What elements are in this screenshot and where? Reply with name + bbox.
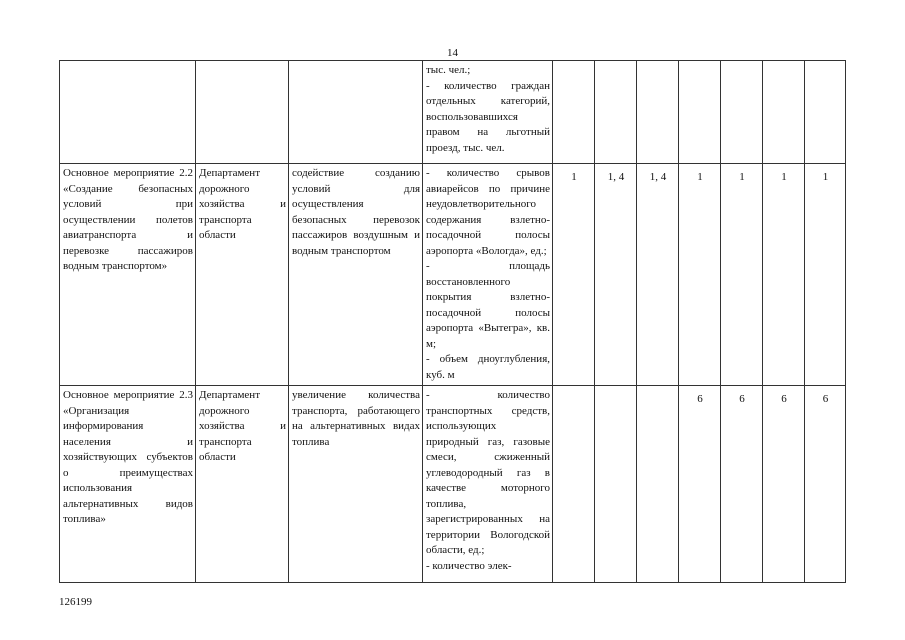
executor-cell: Департамент дорожного хозяйства и транспорта области bbox=[196, 386, 289, 583]
value-cell: 6 bbox=[805, 386, 846, 583]
value-cell: 1 bbox=[805, 164, 846, 386]
value-cell bbox=[595, 61, 637, 164]
program-measures-table bbox=[59, 60, 846, 583]
value-cell bbox=[553, 61, 595, 164]
page-number: 14 bbox=[447, 47, 458, 59]
value-cell: 6 bbox=[679, 386, 721, 583]
measure-cell: Основное мероприятие 2.2 «Создание безопасных условий при осуществлении полетов авиатранспорта и перевозке пассажиров водным транспортом» bbox=[60, 164, 196, 386]
value-cell bbox=[595, 386, 637, 583]
value-cell bbox=[637, 61, 679, 164]
value-cell bbox=[553, 386, 595, 583]
measure-cell bbox=[60, 61, 196, 164]
result-cell: увеличение количества транспорта, работающего на альтернативных видах топлива bbox=[289, 386, 423, 583]
value-cell: 1, 4 bbox=[637, 164, 679, 386]
value-cell: 6 bbox=[721, 386, 763, 583]
executor-cell bbox=[196, 61, 289, 164]
value-cell bbox=[637, 386, 679, 583]
measure-cell: Основное мероприятие 2.3 «Организация информирования населения и хозяйствующих субъектов о преимуществах использования альтернативных видов топлива» bbox=[60, 386, 196, 583]
result-cell: содействие созданию условий для осуществления безопасных перевозок пассажиров воздушным и водным транспортом bbox=[289, 164, 423, 386]
value-cell: 1 bbox=[679, 164, 721, 386]
value-cell bbox=[805, 61, 846, 164]
executor-cell: Департамент дорожного хозяйства и транспорта области bbox=[196, 164, 289, 386]
value-cell bbox=[679, 61, 721, 164]
indicator-cell: - количество срывов авиарейсов по причине неудовлетворительного содержания взлетно-посадочной полосы аэропорта «Вологда», ед.; - площадь восстановленного покрытия взлетно-посадочной полосы аэропорта «Вытегра», кв. м; - объем дноуглубления, куб. м bbox=[423, 164, 553, 386]
indicator-cell: - количество транспортных средств, использующих природный газ, газовые смеси, сжиженный углеводородный газ в качестве моторного топлива, зарегистрированных на территории Вологодской области, ед.; - количество элек- bbox=[423, 386, 553, 583]
value-cell bbox=[721, 61, 763, 164]
table-row bbox=[60, 386, 846, 583]
table-row bbox=[60, 164, 846, 386]
value-cell bbox=[763, 61, 805, 164]
value-cell: 6 bbox=[763, 386, 805, 583]
footer-code: 126199 bbox=[59, 596, 92, 608]
value-cell: 1 bbox=[763, 164, 805, 386]
value-cell: 1, 4 bbox=[595, 164, 637, 386]
table-row bbox=[60, 61, 846, 164]
result-cell bbox=[289, 61, 423, 164]
value-cell: 1 bbox=[553, 164, 595, 386]
value-cell: 1 bbox=[721, 164, 763, 386]
indicator-cell: тыс. чел.; - количество граждан отдельных категорий, воспользовавшихся правом на льготный проезд, тыс. чел. bbox=[423, 61, 553, 164]
